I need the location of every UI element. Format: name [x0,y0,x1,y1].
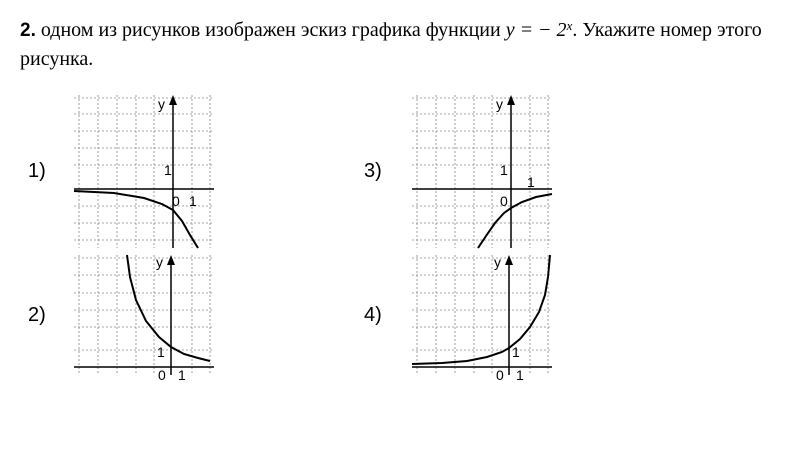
tick-origin-2: 0 [158,367,166,383]
curve-4 [412,255,550,364]
option-2-label: 2) [28,304,46,326]
tick-x-1: 1 [189,193,197,209]
tick-origin-1: 0 [172,193,180,209]
option-4-label: 4) [364,304,382,326]
task-text-after: . Укажите номер этого рисунка. [20,19,762,70]
y-axis-arrow-1 [169,95,177,105]
tick-x-2: 1 [178,367,186,383]
tick-y-4: 1 [512,344,520,360]
task-text [20,16,780,73]
tick-origin-3: 0 [500,193,508,209]
task-formula [506,19,573,41]
tick-y-2: 1 [157,344,165,360]
y-axis-arrow-4 [505,255,513,265]
task-text-before: одном из рисунков изображен эскиз графика функции [40,19,501,41]
y-label-1: y [158,96,165,112]
tick-origin-4: 0 [496,367,504,383]
y-axis-arrow-2 [167,255,175,265]
task-number: 2. [20,20,36,41]
grid-3 [412,95,552,248]
graph-2 [74,254,214,383]
tick-x-3: 1 [527,174,535,190]
grid-1 [74,95,214,248]
formula-base: y = − 2 [505,19,567,41]
y-label-3: y [496,96,503,112]
tick-y-3: 1 [500,162,508,178]
graph-4 [412,254,552,383]
graph-3 [412,95,552,248]
formula-exponent: x [566,18,573,33]
option-3-label: 3) [364,160,382,182]
option-1-label: 1) [28,160,46,182]
graph-1 [74,95,214,248]
y-label-4: y [494,254,501,270]
tick-x-4: 1 [516,367,524,383]
y-label-2: y [156,254,163,270]
tick-y-1: 1 [164,162,172,178]
y-axis-arrow-3 [507,95,515,105]
curve-2 [127,255,210,361]
